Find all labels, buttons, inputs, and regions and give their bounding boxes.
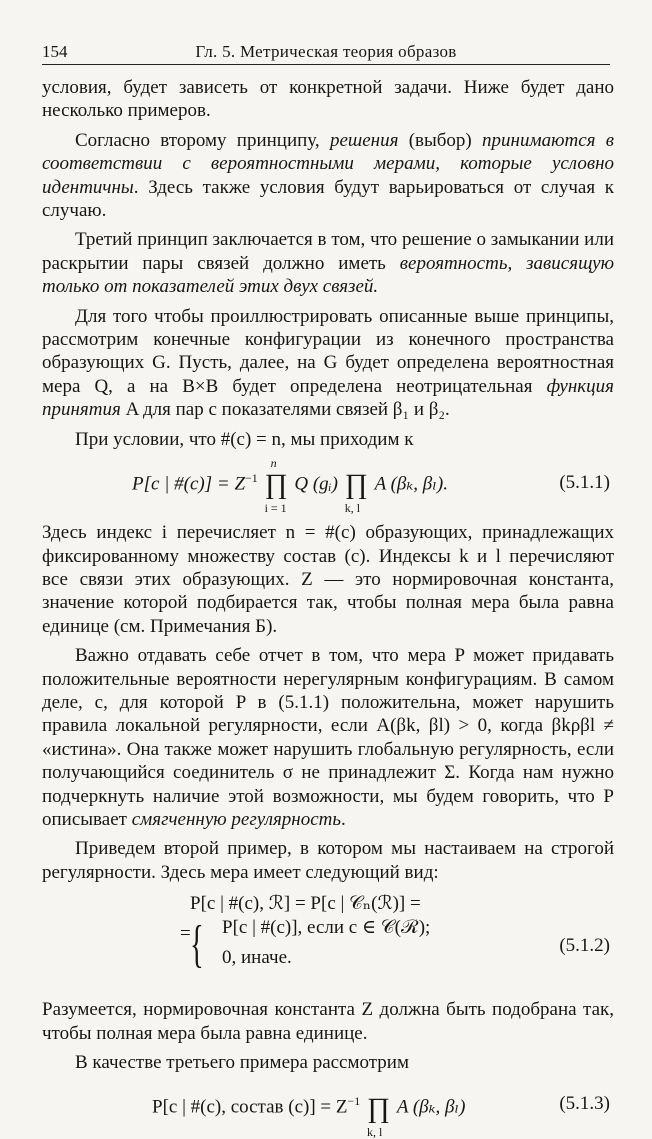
- product-symbol: ∏ k, l: [344, 469, 368, 516]
- italic-run: решения: [329, 129, 399, 151]
- text-run: Согласно второму принципу,: [75, 129, 330, 151]
- paragraph-7: [42, 644, 614, 831]
- paragraph-3: [42, 228, 614, 298]
- running-header: [42, 40, 610, 65]
- equation-number: (5.1.3): [559, 1093, 610, 1115]
- prod-lower: k, l: [344, 501, 361, 516]
- page-body: [42, 76, 614, 1139]
- paragraph-9: Разумеется, нормировочная константа Z должна быть подобрана так, чтобы полная мера была равна единице.: [42, 999, 614, 1044]
- italic-run: принимаются в соответствии с вероятностными мерами, которые условно идентичны: [42, 129, 614, 198]
- eq2-line-3: 0, иначе.: [222, 947, 292, 969]
- eq-lhs: P[c | #(c), состав (c)] = Z: [152, 1096, 348, 1118]
- equation-number: (5.1.1): [559, 472, 610, 494]
- eq2-line-2: P[c | #(c)], если c ∈ 𝒞(ℛ);: [222, 917, 431, 939]
- paragraph-5: При условии, что #(c) = n, мы приходим к: [75, 428, 414, 450]
- eq-tail: A (βₖ, βₗ): [396, 1096, 466, 1118]
- equation-5-1-2: [42, 892, 614, 988]
- prod-lower: k, l: [367, 1124, 383, 1139]
- text-run: .: [341, 808, 346, 830]
- product-symbol: ∏ k, l: [367, 1092, 391, 1139]
- paragraph-1: условия, будет зависеть от конкретной задачи. Ниже будет дано несколько примеров.: [42, 77, 614, 122]
- italic-run: функция принятия: [42, 375, 614, 421]
- prod-lower: i = 1: [264, 501, 287, 516]
- equation-number: (5.1.2): [559, 935, 610, 957]
- prod-upper: n: [270, 456, 277, 471]
- equation-5-1-1: [42, 456, 614, 516]
- text-run: Для того чтобы проиллюстрировать описанные выше принципы, рассмотрим конечные конфигурации из конечного пространства образующих G. Пусть, далее, на G будет определена вероятностная мера Q, а на B×B будет определена неотрицательная: [42, 305, 614, 397]
- equation-formula: [152, 1090, 466, 1139]
- text-run: (выбор): [398, 129, 483, 151]
- italic-run: смягченную регулярность: [131, 808, 342, 830]
- eq-middle: Q (gᵢ): [294, 473, 339, 495]
- eq2-equals: =: [180, 923, 191, 945]
- eq2-line-1: P[c | #(c), ℛ] = P[c | 𝒞ₙ(ℛ)] =: [190, 893, 421, 915]
- equation-5-1-3: [42, 1080, 614, 1139]
- paragraph-8: Приведем второй пример, в котором мы настаиваем на строгой регулярности. Здесь мера имеет следующий вид:: [42, 838, 614, 883]
- paragraph-4: [42, 305, 614, 422]
- running-title: Гл. 5. Метрическая теория образов: [195, 42, 457, 61]
- eq-lhs: P[c | #(c)] = Z: [132, 473, 246, 495]
- paragraph-2: [42, 129, 614, 223]
- paragraph-10: В качестве третьего примера рассмотрим: [75, 1052, 409, 1073]
- eq-exponent: −1: [245, 471, 258, 486]
- text-run: . Здесь также условия будут варьироваться от случая к случаю.: [42, 176, 614, 222]
- left-brace-icon: {: [190, 916, 204, 974]
- product-symbol: ∏ n i = 1: [264, 456, 288, 516]
- italic-run: вероятность, зависящую только от показателей этих двух связей.: [42, 252, 614, 298]
- text-run: Третий принцип заключается в том, что решение о замыкании или раскрытии пары связей должно иметь: [42, 229, 614, 274]
- text-run: Важно отдавать себе отчет в том, что мера P может придавать положительные вероятности нерегулярным конфигурациям. В самом деле, c, для которой P в (5.1.1) положительна, может нарушить правила локальной регулярности, если A(βk, βl) > 0, когда βkρβl ≠ «истина». Она также может нарушить глобальную регулярность, если получающийся соединитель σ не принадлежит Σ. Когда нам нужно подчеркнуть наличие этой возможности, мы будем говорить, что P описывает: [42, 645, 614, 830]
- eq-tail: A (βₖ, βₗ).: [374, 473, 448, 495]
- paragraph-6: Здесь индекс i перечисляет n = #(c) образующих, принадлежащих фиксированному множеству состав (c). Индексы k и l перечисляют все связи этих образующих. Z — это нормировочная константа, значение которой подбирается так, чтобы полная мера была равна единице (см. Примечания Б).: [42, 522, 614, 637]
- text-run: A для пар с показателями связей β₁ и β₂.: [120, 399, 450, 421]
- equation-formula: [132, 456, 448, 516]
- eq-exponent: −1: [347, 1094, 361, 1109]
- page-number: 154: [42, 42, 68, 61]
